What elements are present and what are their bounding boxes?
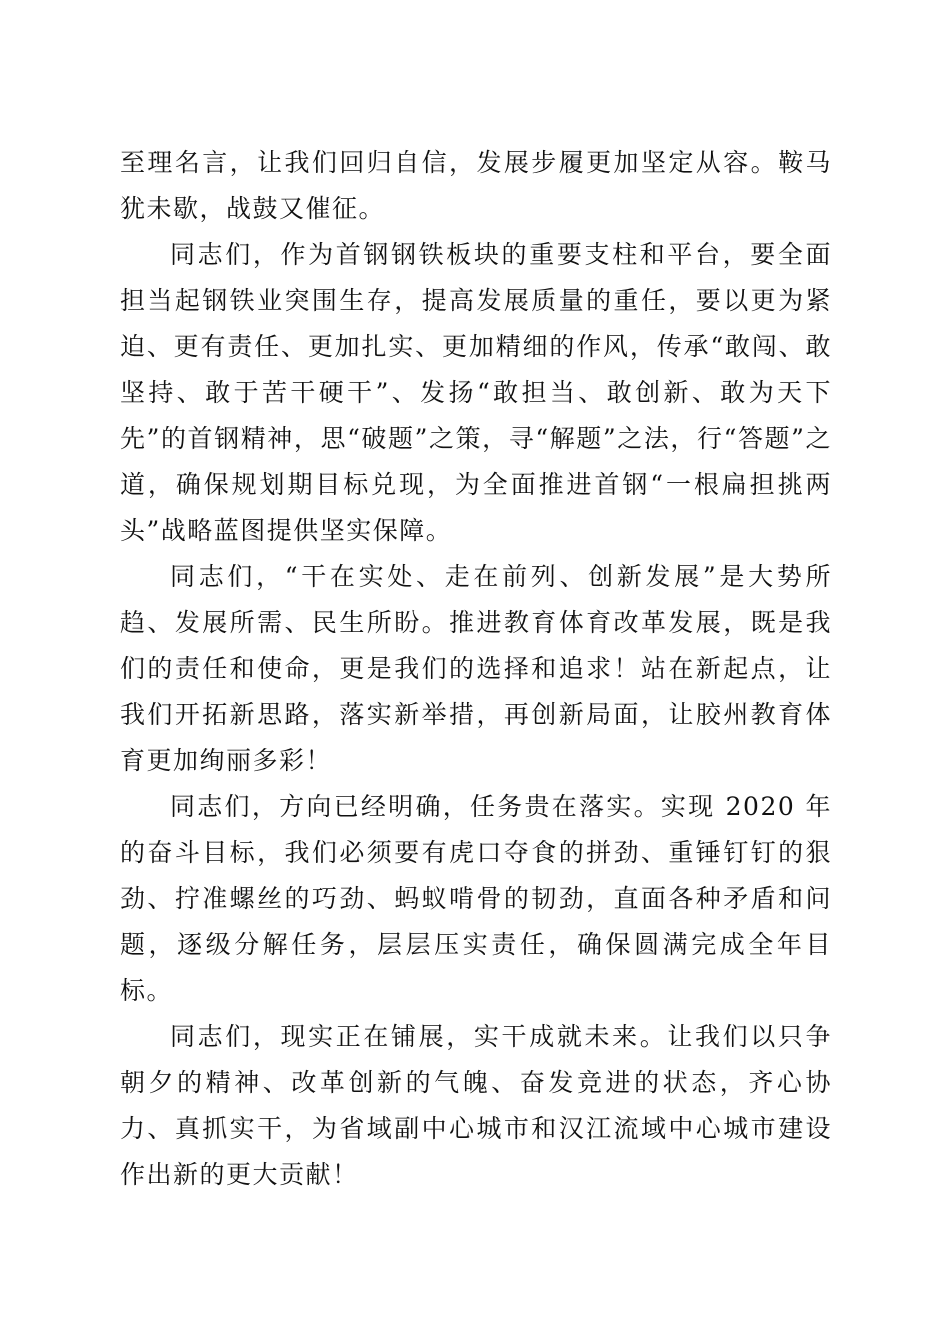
paragraph: 同志们，方向已经明确，任务贵在落实。实现 2020 年的奋斗目标，我们必须要有虎口夺食的拼劲、重锤钉钉的狠劲、拧准螺丝的巧劲、蚂蚁啃骨的韧劲，直面各种矛盾和问题，逐级分解任务，层层压实责任，确保圆满完成全年目标。: [120, 792, 832, 1005]
paragraph-continued: 至理名言，让我们回归自信，发展步履更加坚定从容。鞍马犹未歇，战鼓又催征。: [120, 148, 832, 223]
paragraph: 同志们，现实正在铺展，实干成就未来。让我们以只争朝夕的精神、改革创新的气魄、奋发竞进的状态，齐心协力、真抓实干，为省域副中心城市和汉江流域中心城市建设作出新的更大贡献！: [120, 1022, 832, 1189]
document-body: [120, 140, 832, 1198]
paragraph: 同志们，作为首钢钢铁板块的重要支柱和平台，要全面担当起钢铁业突围生存，提高发展质量的重任，要以更为紧迫、更有责任、更加扎实、更加精细的作风，传承“敢闯、敢坚持、敢于苦干硬干”、发扬“敢担当、敢创新、敢为天下先”的首钢精神，思“破题”之策，寻“解题”之法，行“答题”之道，确保规划期目标兑现，为全面推进首钢“一根扁担挑两头”战略蓝图提供坚实保障。: [120, 240, 832, 545]
paragraph: 同志们，“干在实处、走在前列、创新发展”是大势所趋、发展所需、民生所盼。推进教育体育改革发展，既是我们的责任和使命，更是我们的选择和追求！站在新起点，让我们开拓新思路，落实新举措，再创新局面，让胶州教育体育更加绚丽多彩！: [120, 562, 832, 775]
